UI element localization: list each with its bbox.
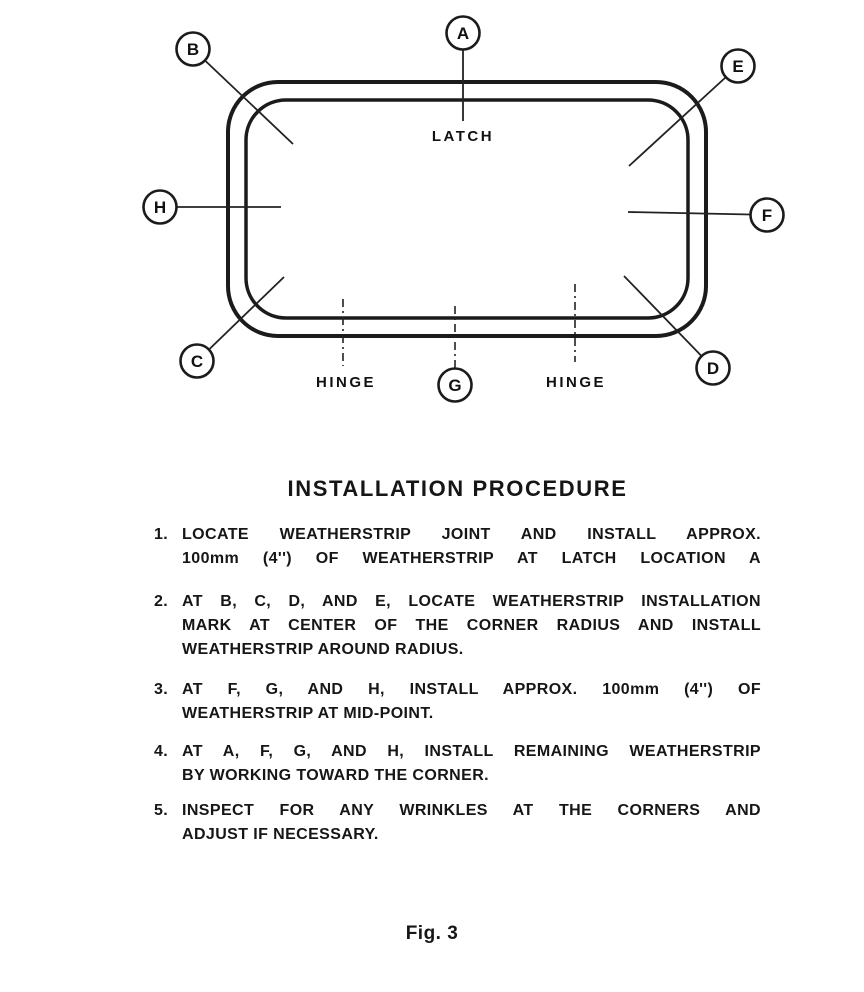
callout-h-letter: H <box>153 198 167 217</box>
callout-b-leader <box>205 61 293 145</box>
procedure-item <box>154 523 761 571</box>
procedure-item <box>154 590 761 662</box>
callout-d-leader <box>624 276 702 356</box>
callout-a-letter: A <box>456 24 470 43</box>
figure-caption: Fig. 3 <box>405 923 459 944</box>
hinge-left-label: HINGE <box>315 374 377 391</box>
callout-g-letter: G <box>448 376 462 395</box>
procedure-item <box>154 678 761 726</box>
callout-c-letter: C <box>190 352 204 371</box>
item-line: WEATHERSTRIP AT MID-POINT. <box>182 705 434 722</box>
procedure-item <box>154 740 761 788</box>
item-line: AT B, C, D, AND E, LOCATE WEATHERSTRIP INSTALLATION <box>182 593 761 610</box>
hinge-right-label: HINGE <box>545 374 607 391</box>
procedure-title: INSTALLATION PROCEDURE <box>287 476 628 501</box>
weatherstrip-diagram <box>0 0 864 460</box>
callout-e-leader <box>629 77 726 166</box>
callout-f-leader <box>628 212 751 215</box>
item-line: MARK AT CENTER OF THE CORNER RADIUS AND INSTALL <box>182 617 761 634</box>
procedure-section <box>154 476 761 847</box>
callout-f <box>751 199 784 232</box>
item-number: 4. <box>154 743 169 760</box>
callout-a <box>447 17 480 50</box>
callout-b <box>177 33 210 66</box>
item-line: LOCATE WEATHERSTRIP JOINT AND INSTALL APPROX. <box>182 526 761 543</box>
item-number: 1. <box>154 526 169 543</box>
procedure-items <box>154 523 761 847</box>
callout-g <box>439 369 472 402</box>
item-line: 100mm (4'') OF WEATHERSTRIP AT LATCH LOCATION A <box>182 550 761 567</box>
latch-label: LATCH <box>431 128 495 145</box>
item-number: 2. <box>154 593 169 610</box>
item-line: WEATHERSTRIP AROUND RADIUS. <box>182 641 464 658</box>
item-line: INSPECT FOR ANY WRINKLES AT THE CORNERS AND <box>182 802 761 819</box>
item-number: 3. <box>154 681 169 698</box>
callout-e <box>722 50 755 83</box>
item-line: ADJUST IF NECESSARY. <box>182 826 379 843</box>
item-number: 5. <box>154 802 169 819</box>
opening-outer-edge <box>228 82 706 336</box>
callout-d <box>697 352 730 385</box>
callout-f-letter: F <box>761 206 773 225</box>
callout-b-letter: B <box>186 40 200 59</box>
procedure-item <box>154 799 761 847</box>
callout-e-letter: E <box>732 57 744 76</box>
item-line: BY WORKING TOWARD THE CORNER. <box>182 767 490 784</box>
callout-d-letter: D <box>706 359 720 378</box>
callout-c <box>181 345 214 378</box>
callout-h <box>144 191 177 224</box>
item-line: AT F, G, AND H, INSTALL APPROX. 100mm (4'') OF <box>182 681 761 698</box>
item-line: AT A, F, G, AND H, INSTALL REMAINING WEATHERSTRIP <box>182 743 761 760</box>
